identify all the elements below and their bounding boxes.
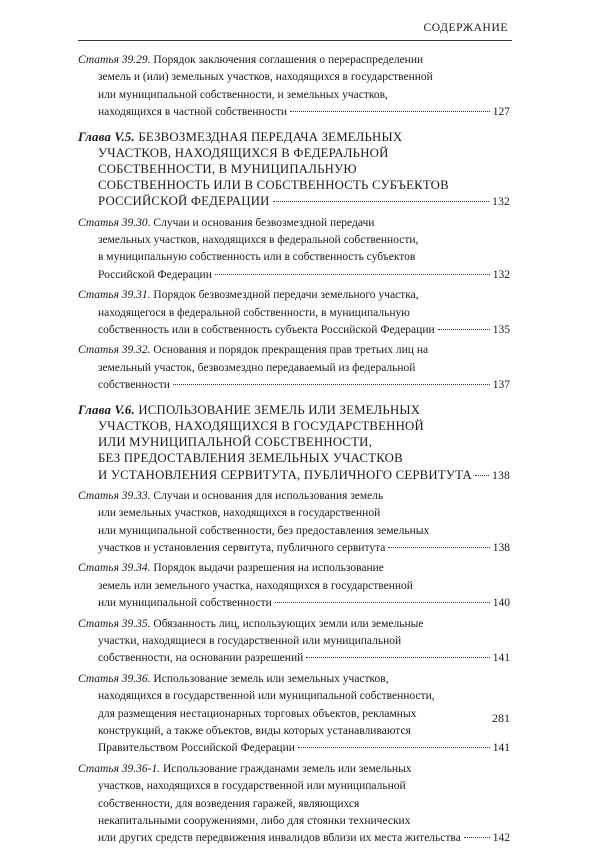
- dot-leader: [306, 657, 489, 658]
- entry-title-line: или муниципальной собственности, без предоставления земельных: [98, 524, 430, 537]
- entry-title-line: конструкций, а также объектов, виды которых устанавливаются: [98, 725, 411, 737]
- toc-line: [78, 830, 510, 847]
- toc-line: [78, 488, 510, 505]
- entry-title-line: ИСПОЛЬЗОВАНИЕ ЗЕМЕЛЬ ИЛИ ЗЕМЕЛЬНЫХ: [138, 402, 421, 417]
- entry-label: Статья 39.29.: [78, 54, 151, 66]
- entry-page-number: 138: [492, 469, 510, 482]
- toc-line: [78, 360, 510, 377]
- entry-label: Статья 39.34.: [78, 562, 151, 575]
- toc-line: [78, 267, 510, 284]
- toc-article: [78, 52, 510, 122]
- entry-label: Глава V.5.: [78, 129, 135, 144]
- toc-line: [78, 69, 510, 86]
- entry-title-line: Основания и порядок прекращения прав третьих лиц на: [153, 344, 429, 357]
- toc-line: [78, 215, 510, 232]
- entry-title-line: БЕЗ ПРЕДОСТАВЛЕНИЯ ЗЕМЕЛЬНЫХ УЧАСТКОВ: [98, 451, 403, 466]
- entry-page-number: 137: [492, 379, 510, 392]
- toc-line: [78, 418, 510, 434]
- toc-line: [78, 467, 510, 484]
- toc-line: [78, 523, 510, 540]
- toc-line: [78, 342, 510, 359]
- entry-title-line: И УСТАНОВЛЕНИЯ СЕРВИТУТА, ПУБЛИЧНОГО СЕРВИТУТА: [98, 467, 472, 482]
- entry-label: Статья 39.32.: [78, 344, 151, 357]
- entry-title-line: Случаи и основания безвозмездной передачи: [153, 216, 375, 229]
- entry-title-line: Правительством Российской Федерации: [98, 742, 295, 755]
- toc-line: [78, 305, 510, 322]
- dot-leader: [388, 547, 489, 548]
- entry-page-number: 141: [492, 652, 510, 665]
- entry-title-line: или муниципальной собственности, и земельных участков,: [98, 88, 388, 101]
- entry-title-line: собственности, на основании разрешений: [98, 652, 304, 665]
- toc-line: [78, 633, 510, 650]
- entry-label: Статья 39.35.: [78, 617, 151, 630]
- toc-line: [78, 723, 510, 740]
- entry-page-number: 132: [492, 196, 510, 209]
- entry-label: Глава V.6.: [78, 402, 135, 417]
- toc-line: [78, 145, 510, 161]
- entry-title-line: для размещения нестационарных торговых объектов, рекламных: [98, 707, 417, 720]
- toc-line: [78, 161, 510, 177]
- table-of-contents: [78, 52, 510, 851]
- dot-leader: [438, 329, 490, 330]
- dot-leader: [464, 837, 490, 838]
- entry-label: Статья 39.30.: [78, 216, 151, 229]
- entry-title-line: участков, находящихся в государственной или муниципальной: [98, 780, 406, 793]
- entry-title-line: некапитальными сооружениями, либо для стоянки технических: [98, 815, 411, 828]
- entry-label: Статья 39.36.: [78, 672, 151, 685]
- toc-line: [78, 616, 510, 633]
- dot-leader: [173, 384, 490, 385]
- toc-line: [78, 87, 510, 104]
- toc-line: [78, 796, 510, 813]
- toc-article: [78, 287, 510, 339]
- header-rule: [78, 40, 512, 41]
- entry-title-line: Российской Федерации: [98, 268, 212, 281]
- entry-page-number: 132: [492, 268, 510, 281]
- toc-line: [78, 505, 510, 522]
- entry-title-line: собственности, для возведения гаражей, являющихся: [98, 797, 360, 810]
- toc-article: [78, 215, 510, 285]
- toc-article: [78, 616, 510, 668]
- toc-line: [78, 595, 510, 612]
- toc-line: [78, 322, 510, 339]
- toc-article: [78, 560, 510, 612]
- dot-leader: [215, 274, 490, 275]
- entry-title-line: РОССИЙСКОЙ ФЕДЕРАЦИИ: [98, 194, 270, 209]
- entry-title-line: участков и установления сервитута, публичного сервитута: [98, 541, 386, 554]
- toc-line: [78, 740, 510, 757]
- entry-title-line: УЧАСТКОВ, НАХОДЯЩИХСЯ В ГОСУДАРСТВЕННОЙ: [98, 418, 424, 433]
- entry-title-line: земельных участков, находящихся в федеральной собственности,: [98, 234, 419, 247]
- toc-line: [78, 104, 510, 121]
- entry-title-line: земель и (или) земельных участков, находящихся в государственной: [98, 71, 433, 84]
- entry-title-line: Использование гражданами земель или земельных: [163, 762, 412, 775]
- toc-line: [78, 287, 510, 304]
- toc-line: [78, 578, 510, 595]
- toc-line: [78, 813, 510, 830]
- dot-leader: [298, 747, 490, 748]
- entry-title-line: в муниципальную собственность или в собственность субъектов: [98, 251, 416, 264]
- entry-title-line: Обязанность лиц, использующих земли или земельные: [153, 617, 424, 630]
- toc-line: [78, 52, 510, 69]
- entry-page-number: 138: [492, 541, 510, 554]
- entry-title-line: участки, находящиеся в государственной или муниципальной: [98, 634, 402, 647]
- toc-article: [78, 761, 510, 848]
- entry-label: Статья 39.33.: [78, 489, 151, 502]
- entry-title-line: УЧАСТКОВ, НАХОДЯЩИХСЯ В ФЕДЕРАЛЬНОЙ: [98, 145, 389, 160]
- entry-title-line: Порядок заключения соглашения о перераспределении: [153, 54, 424, 66]
- entry-title-line: или муниципальной собственности: [98, 597, 272, 610]
- entry-title-line: собственности: [98, 379, 170, 392]
- toc-chapter: [78, 402, 510, 484]
- entry-title-line: ИЛИ МУНИЦИПАЛЬНОЙ СОБСТВЕННОСТИ,: [98, 435, 373, 450]
- running-header: СОДЕРЖАНИЕ: [423, 22, 508, 34]
- toc-article: [78, 488, 510, 558]
- entry-page-number: 140: [492, 597, 510, 610]
- entry-title-line: земельный участок, безвозмездно передаваемый из федеральной: [98, 361, 416, 374]
- entry-title-line: находящихся в государственной или муниципальной собственности,: [98, 690, 435, 703]
- dot-leader: [475, 475, 489, 476]
- entry-page-number: 142: [492, 832, 510, 845]
- dot-leader: [290, 111, 490, 112]
- toc-line: [78, 177, 510, 193]
- toc-line: [78, 232, 510, 249]
- toc-line: [78, 249, 510, 266]
- entry-label: Статья 39.36-1.: [78, 762, 161, 775]
- toc-line: [78, 761, 510, 778]
- toc-line: [78, 560, 510, 577]
- entry-title-line: Случаи и основания для использования земель: [153, 489, 384, 502]
- entry-title-line: Порядок безвозмездной передачи земельного участка,: [153, 289, 419, 302]
- toc-line: [78, 706, 510, 723]
- toc-line: [78, 778, 510, 795]
- entry-page-number: 141: [492, 742, 510, 755]
- page-number: 281: [492, 711, 510, 725]
- entry-title-line: или земельных участков, находящихся в государственной: [98, 507, 381, 520]
- toc-line: [78, 650, 510, 667]
- toc-line: [78, 129, 510, 145]
- toc-line: [78, 688, 510, 705]
- dot-leader: [273, 201, 490, 202]
- entry-page-number: 127: [492, 106, 510, 119]
- entry-title-line: БЕЗВОЗМЕЗДНАЯ ПЕРЕДАЧА ЗЕМЕЛЬНЫХ: [138, 129, 403, 144]
- entry-title-line: или других средств передвижения инвалидов вблизи их места жительства: [98, 832, 461, 845]
- toc-article: [78, 342, 510, 394]
- dot-leader: [275, 602, 490, 603]
- toc-chapter: [78, 129, 510, 211]
- entry-title-line: Порядок выдачи разрешения на использование: [153, 562, 384, 575]
- toc-line: [78, 450, 510, 466]
- entry-title-line: собственность или в собственность субъекта Российской Федерации: [98, 324, 435, 337]
- entry-label: Статья 39.31.: [78, 289, 151, 302]
- toc-line: [78, 434, 510, 450]
- toc-article: [78, 671, 510, 758]
- toc-line: [78, 402, 510, 418]
- entry-title-line: земель или земельного участка, находящихся в государственной: [98, 579, 413, 592]
- toc-line: [78, 540, 510, 557]
- entry-title-line: находящихся в частной собственности: [98, 106, 288, 119]
- toc-line: [78, 377, 510, 394]
- toc-line: [78, 671, 510, 688]
- entry-title-line: СОБСТВЕННОСТЬ ИЛИ В СОБСТВЕННОСТЬ СУБЪЕКТОВ: [98, 178, 449, 193]
- toc-line: [78, 193, 510, 210]
- entry-title-line: находящегося в федеральной собственности, в муниципальную: [98, 306, 410, 319]
- entry-title-line: СОБСТВЕННОСТИ, В МУНИЦИПАЛЬНУЮ: [98, 162, 357, 177]
- entry-title-line: Использование земель или земельных участков,: [153, 672, 389, 685]
- entry-page-number: 135: [492, 324, 510, 337]
